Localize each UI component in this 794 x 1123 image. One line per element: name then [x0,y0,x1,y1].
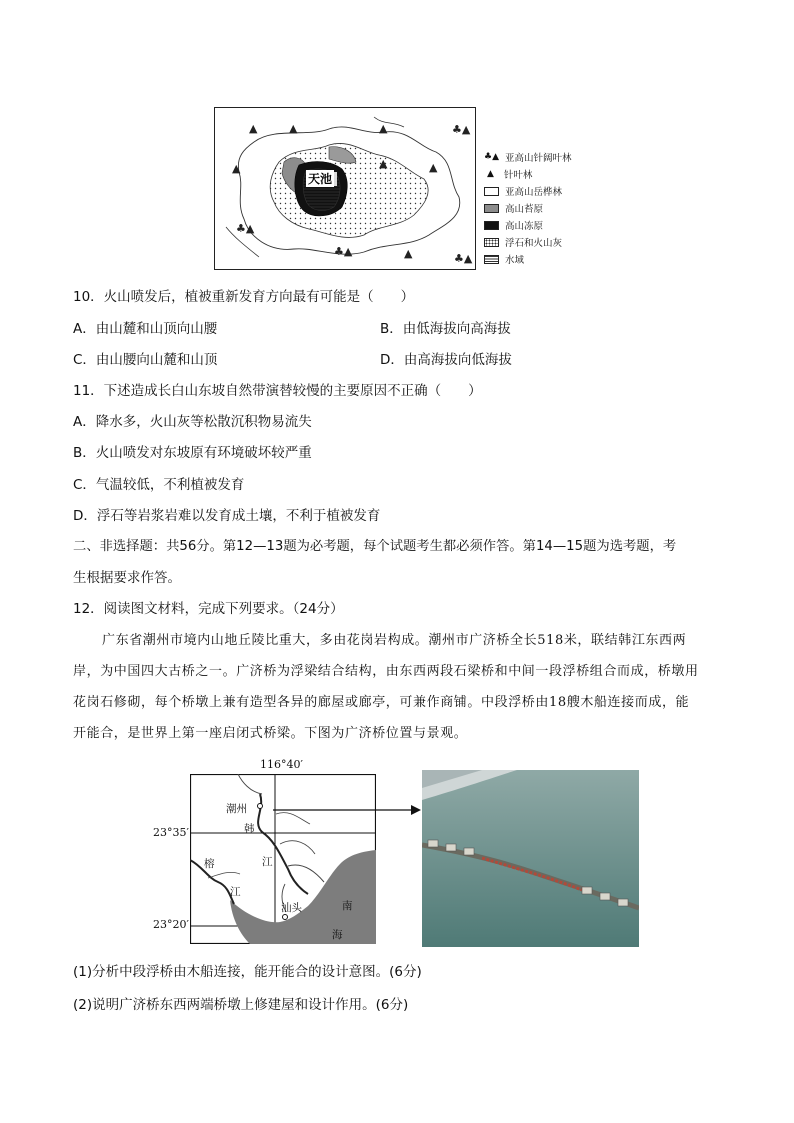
south-sea-label-nan: 南 [342,900,353,912]
legend-item [484,234,562,250]
frost-desert-swatch [484,221,499,230]
q10-stem: 10．火山喷发后，植被重新发育方向最有可能是（ ） [73,289,415,305]
water-swatch [484,255,499,264]
svg-text:▲: ▲ [379,157,388,170]
han-river-jiang-label: 江 [262,856,273,868]
svg-text:♣▲: ♣▲ [334,245,353,258]
q12-sub1: (1)分析中段浮桥由木船连接，能开能合的设计意图。(6分) [73,964,422,980]
legend-item [484,183,562,199]
svg-text:▲: ▲ [232,162,241,175]
conifer-icon: ▲ [487,169,494,179]
legend-item [484,166,532,182]
q12-material-line: 广东省潮州市境内山地丘陵比重大，多由花岗岩构成。潮州市广济桥全长518米，联结韩江东西两 [102,633,687,648]
lake-label: 天池 [308,172,333,186]
legend-label: 水域 [505,255,525,266]
q10-option-a[interactable]: A．由山麓和山顶向山腰 [73,321,218,337]
bridge-photo [422,770,639,947]
legend-item [484,217,543,233]
legend-label: 亚高山针阔叶林 [505,153,572,164]
svg-text:▲: ▲ [429,161,438,174]
q11-option-c[interactable]: C．气温较低，不利植被发育 [73,477,245,493]
bridge-photo-drawing [422,770,639,947]
q12-material-line: 花岗石修砌，每个桥墩上兼有造型各异的廊屋或廊亭，可兼作商铺。中段浮桥由18艘木船连接而成，能 [73,695,690,710]
q10-option-b[interactable]: B．由低海拔向高海拔 [380,321,511,337]
legend-item [484,200,543,216]
q12-material-line: 开能合，是世界上第一座启闭式桥梁。下图为广济桥位置与景观。 [73,726,468,741]
south-sea-label-hai: 海 [332,929,343,941]
q11-option-b[interactable]: B．火山喷发对东坡原有环境破坏较严重 [73,445,312,461]
rong-river-label: 榕 [204,858,215,870]
svg-text:♣▲: ♣▲ [236,222,255,235]
legend-label: 高山苔原 [505,204,544,215]
q11-option-a[interactable]: A．降水多，火山灰等松散沉积物易流失 [73,414,312,430]
svg-text:♣▲: ♣▲ [454,252,473,265]
chaozhou-label: 潮州 [226,803,247,815]
q11-stem: 11．下述造成长白山东坡自然带演替较慢的主要原因不正确（ ） [73,383,482,399]
q10-option-d[interactable]: D．由高海拔向低海拔 [380,352,512,368]
legend-label: 高山冻原 [505,221,544,232]
q12-sub2: (2)说明广济桥东西两端桥墩上修建屋和设计作用。(6分) [73,997,409,1013]
legend-label: 亚高山岳桦林 [505,187,563,198]
legend-label: 浮石和火山灰 [505,238,563,249]
section2-heading-line2: 生根据要求作答。 [73,570,181,586]
vegetation-map [214,107,476,270]
vegetation-map-figure [214,107,476,270]
svg-text:▲: ▲ [289,122,298,135]
latitude-label-north: 23°35′ [153,826,189,839]
mixed-forest-icon: ♣▲ [484,152,499,162]
birch-forest-swatch [484,187,499,196]
svg-text:♣▲: ♣▲ [452,123,471,136]
latitude-label-south: 23°20′ [153,918,189,931]
svg-text:▲: ▲ [404,247,413,260]
q10-option-c[interactable]: C．由山腰向山麓和山顶 [73,352,218,368]
q11-option-d[interactable]: D．浮石等岩浆岩难以发育成土壤，不利于植被发育 [73,508,381,524]
pointer-arrow [273,800,423,820]
legend-item [484,149,572,165]
legend-label: 针叶林 [503,170,533,181]
q12-stem: 12．阅读图文材料，完成下列要求。（24分） [73,601,344,617]
svg-text:▲: ▲ [379,122,388,135]
section2-heading-line1: 二、非选择题：共56分。第12—13题为必考题，每个试题考生都必须作答。第14—15题为选考题，考 [73,539,677,554]
tundra-swatch [484,204,499,213]
longitude-label: 116°40′ [260,758,303,771]
han-river-label: 韩 [244,823,255,835]
q12-material-line: 岸，为中国四大古桥之一。广济桥为浮梁结合结构，由东西两段石梁桥和中间一段浮桥组合而成，桥墩用 [73,664,699,679]
shantou-label: 汕头 [281,902,302,914]
rong-river-jiang-label: 江 [230,886,241,898]
legend-item [484,251,524,267]
pumice-swatch [484,238,499,247]
svg-text:▲: ▲ [249,122,258,135]
